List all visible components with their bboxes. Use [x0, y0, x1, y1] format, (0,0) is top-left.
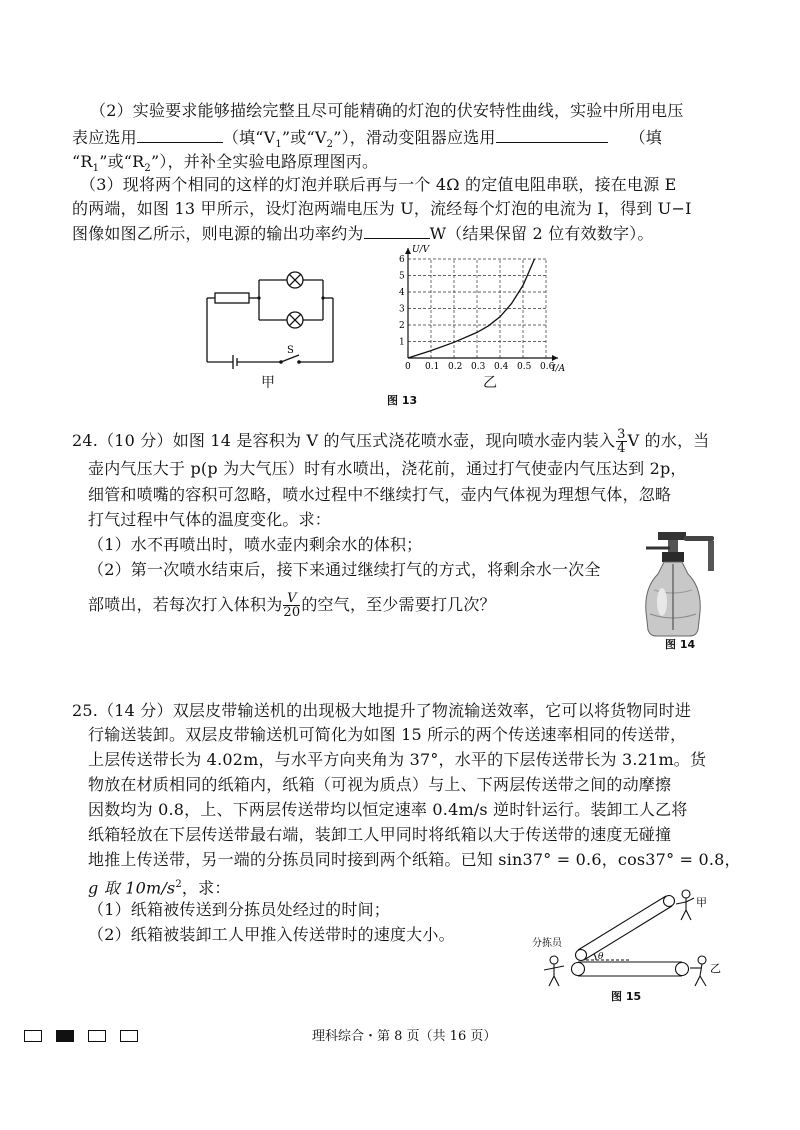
worker-jia-figure: [676, 890, 694, 920]
footer-box-2: [56, 1030, 74, 1042]
q24-text: V 的水，当: [627, 431, 710, 450]
fraction-denominator: 4: [617, 441, 626, 456]
part3-text: 图像如图乙所示，则电源的输出功率约为: [72, 224, 364, 243]
q25-line7: 地推上传送带，另一端的分拣员同时接到两个纸箱。已知 sin37° = 0.6，cos37° = 0.8，: [88, 850, 741, 869]
q24-line5: （1）水不再喷出时，喷水壶内剩余水的体积；: [88, 535, 423, 554]
y-tick-label: 1: [399, 337, 405, 348]
upper-left-roller: [576, 950, 587, 961]
q25-text: ，求：: [181, 878, 231, 898]
lower-right-roller: [676, 963, 689, 976]
y-tick-label: 6: [399, 255, 405, 265]
fig14-caption: 图 14: [665, 638, 696, 651]
q24-line3: 细管和喷嘴的容积可忽略，喷水过程中不继续打气，壶内气体视为理想气体，忽略: [88, 485, 672, 504]
upper-right-roller: [664, 896, 675, 907]
q24-text: 的空气，至少需要打几次？: [301, 595, 496, 614]
x-tick-label: 0.3: [471, 362, 486, 372]
q25-text: g 取 10m/s: [88, 878, 176, 898]
part2-text: ”或“R: [99, 152, 145, 171]
x-tick-label: 0.4: [494, 362, 509, 372]
angle-label: θ: [598, 952, 604, 962]
y-tick-label: 3: [399, 304, 405, 315]
part2-text: ”），滑动变阻器应选用: [333, 128, 496, 147]
voltmeter-answer-blank[interactable]: [137, 126, 223, 143]
q25-line3: 上层传送带长为 4.02m，与水平方向夹角为 37°，水平的下层传送带长为 3.21m。货: [88, 750, 707, 769]
switch-label: S: [287, 345, 294, 356]
fig13-jia-label: 甲: [261, 375, 275, 391]
part2-line2: 表应选用 （填“$V_1$”或“$V_2$”），滑动变阻器应选用 （填: [72, 128, 662, 151]
q24-line1: [72, 428, 709, 455]
part3-text: W（结果保留 2 位有效数字）。: [429, 224, 654, 243]
x-tick-label: 0: [405, 362, 411, 372]
q24-text: 24.（10 分）如图 14 是容积为 V 的气压式浇花喷水壶，现向喷水壶内装入: [72, 431, 616, 450]
rheostat-answer-blank[interactable]: [496, 126, 608, 143]
q24-text: 部喷出，若每次打入体积为: [88, 595, 283, 614]
power-answer-blank[interactable]: [364, 222, 430, 239]
x-tick-label: 0.6: [540, 362, 555, 372]
x-tick-label: 0.1: [425, 362, 440, 372]
y-tick-label: 2: [399, 321, 405, 331]
q25-line9: （1）纸箱被传送到分拣员处经过的时间；: [88, 900, 390, 919]
conveyor-diagram: [530, 880, 730, 990]
q25-line8: g 取 $10m/s^2$，求：: [88, 878, 231, 898]
q25-line4: 物放在材质相同的纸箱内，纸箱（可视为质点）与上、下两层传送带之间的动摩擦: [88, 775, 672, 794]
part2-line1: （2）实验要求能够描绘完整且尽可能精确的灯泡的伏安特性曲线，实验中所用电压: [90, 101, 684, 120]
sorter-label: 分拣员: [532, 938, 562, 949]
footer-box-4: [120, 1030, 138, 1042]
fraction-numerator: V: [283, 592, 300, 606]
x-axis-label: I/A: [552, 364, 566, 374]
fraction-v-over-20: [283, 592, 300, 619]
x-tick-label: 0.5: [517, 362, 532, 372]
fraction-numerator: 3: [617, 427, 626, 442]
y-axis-label: U/V: [412, 245, 430, 255]
switch: [281, 355, 299, 362]
y-tick-label: 5: [399, 271, 405, 282]
part2-text: ”或“V: [281, 128, 327, 147]
q24-line2: 壶内气压大于 p(p 为大气压）时有水喷出，浇花前，通过打气使壶内气压达到 2p，: [88, 459, 687, 478]
yi-label: 乙: [710, 962, 721, 975]
fig13-yi-label: 乙: [483, 375, 497, 391]
fraction-three-quarters: [616, 428, 626, 455]
part2-text: ”），并补全实验电路原理图丙。: [150, 152, 379, 171]
q24-line4: 打气过程中气体的温度变化。求：: [88, 510, 332, 529]
worker-yi-figure: [690, 956, 706, 986]
upper-belt: [578, 896, 666, 950]
q25-line10: （2）纸箱被装卸工人甲推入传送带时的速度大小。: [88, 925, 455, 944]
footer-box-1: [24, 1030, 42, 1042]
page-footer: 理科综合・第 8 页（共 16 页）: [312, 1029, 497, 1044]
x-tick-label: 0.2: [448, 362, 463, 372]
part2-text: （填“V: [222, 128, 276, 147]
part2-text: “R: [72, 152, 93, 171]
part3-line1: （3）现将两个相同的这样的灯泡并联后再与一个 4Ω 的定值电阻串联，接在电源 E: [80, 175, 677, 194]
ui-chart: [388, 240, 568, 380]
lower-left-roller: [572, 963, 585, 976]
q25-line1: 25.（14 分）双层皮带输送机的出现极大地提升了物流输送效率，它可以将货物同时进: [72, 701, 692, 720]
q25-line5: 因数均为 0.8，上、下两层传送带均以恒定速率 0.4m/s 逆时针运行。装卸工人乙将: [88, 800, 688, 819]
fig13-caption: 图 13: [387, 394, 418, 407]
pump-handle: [658, 532, 686, 540]
spray-bottle-image: [640, 530, 720, 638]
q25-line6: 纸箱轻放在下层传送带最右端，装卸工人甲同时将纸箱以大于传送带的速度无碰撞: [88, 825, 672, 844]
q24-line7: [88, 592, 496, 619]
part3-line2: 的两端，如图 13 甲所示，设灯泡两端电压为 U，流经每个灯泡的电流为 I，得到 U−I: [72, 199, 692, 218]
resistor: [215, 293, 249, 303]
circuit-diagram: [195, 262, 350, 382]
footer-box-3: [88, 1030, 106, 1042]
part2-text: 表应选用: [72, 128, 137, 147]
fig15-caption: 图 15: [611, 990, 642, 1003]
q24-line6: （2）第一次喷水结束后，接下来通过继续打气的方式，将剩余水一次全: [88, 560, 601, 579]
fraction-denominator: 20: [283, 605, 301, 620]
sorter-figure: [544, 956, 564, 986]
jia-label: 甲: [696, 896, 707, 909]
part2-text: （填: [629, 128, 662, 147]
q25-line2: 行输送装卸。双层皮带输送机可简化为如图 15 所示的两个传送速率相同的传送带，: [88, 725, 687, 744]
y-tick-label: 4: [399, 288, 405, 298]
part2-line3: “$R_1$”或“$R_2$”），并补全实验电路原理图丙。: [72, 152, 379, 175]
